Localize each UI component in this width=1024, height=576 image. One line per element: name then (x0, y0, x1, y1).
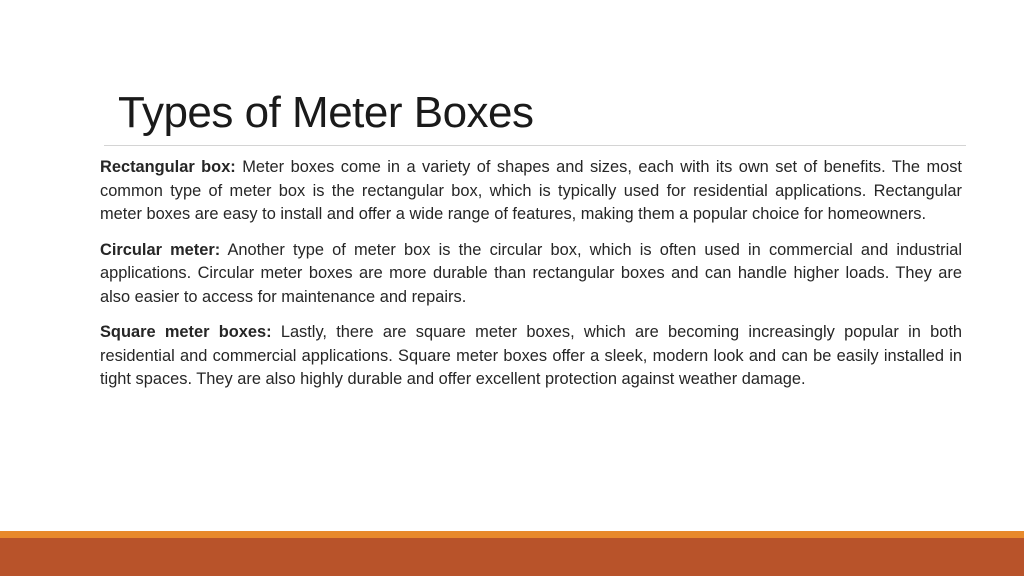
paragraph-lead: Square meter boxes: (100, 323, 272, 341)
paragraph-text: Another type of meter box is the circular box, which is often used in commercial and industrial applications. Circular meter boxes are more durable than rectangular boxes and can handle higher loads. They are also easier to access for maintenance and repairs. (100, 240, 962, 306)
slide-body (100, 156, 962, 404)
footer-accent-stripe (0, 531, 1024, 538)
paragraph-rectangular-box (100, 156, 962, 227)
paragraph-lead: Rectangular box: (100, 158, 236, 176)
paragraph-square-meter-boxes (100, 321, 962, 392)
footer-band (0, 538, 1024, 576)
paragraph-text: Meter boxes come in a variety of shapes and sizes, each with its own set of benefits. The most common type of meter box is the rectangular box, which is typically used for residential applications. Rectangular meter boxes are easy to install and offer a wide range of features, making them a popular choice for homeowners. (100, 158, 962, 223)
title-divider (104, 145, 966, 146)
slide-title: Types of Meter Boxes (118, 88, 534, 137)
paragraph-circular-meter (100, 239, 962, 310)
paragraph-text: Lastly, there are square meter boxes, which are becoming increasingly popular in both residential and commercial applications. Square meter boxes offer a sleek, modern look and can be easily installed in tight spaces. They are also highly durable and offer excellent protection against weather damage. (100, 323, 962, 388)
paragraph-lead: Circular meter: (100, 240, 221, 259)
